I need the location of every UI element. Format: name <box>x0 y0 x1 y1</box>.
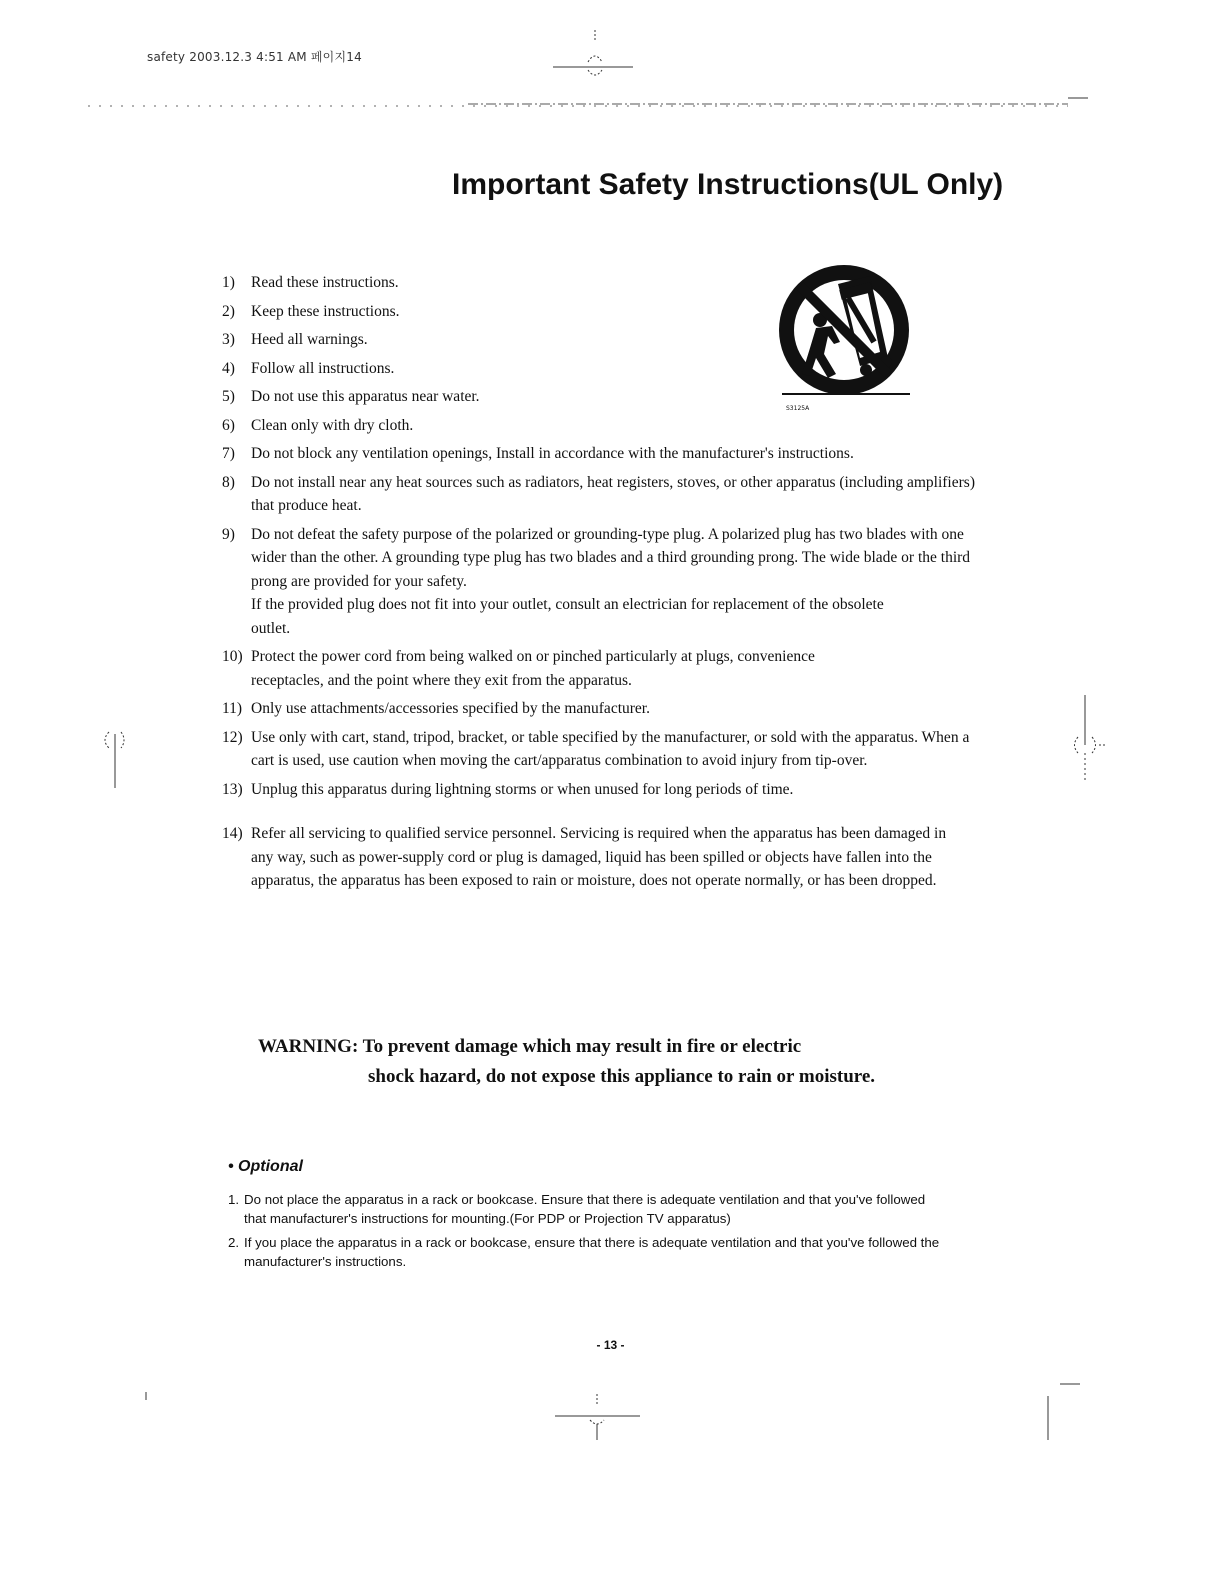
warning-line-2: shock hazard, do not expose this appliance to rain or moisture. <box>368 1066 876 1087</box>
list-item: 10) Protect the power cord from being walked on or pinched particularly at plugs, convenience receptacles, and the point where they exit from the apparatus. <box>222 648 815 689</box>
list-item: 4) Follow all instructions. <box>222 359 395 377</box>
registration-mark-left <box>95 722 135 792</box>
file-info-header: safety 2003.12.3 4:51 AM 페이지14 <box>147 50 362 64</box>
registration-mark-bottom <box>550 1388 650 1448</box>
list-item: 7) Do not block any ventilation openings, Install in accordance with the manufacturer's instructions. <box>222 445 854 462</box>
registration-mark-bottom-right <box>1040 1378 1090 1448</box>
list-item: 1. Do not place the apparatus in a rack or bookcase. Ensure that there is adequate ventilation and that you've followed that manufacturer's instructions for mounting.(For PDP or Projection TV apparatus) <box>228 1192 926 1226</box>
registration-mark-right <box>1065 695 1115 785</box>
list-item: 2) Keep these instructions. <box>222 302 400 320</box>
list-item: 14) Refer all servicing to qualified service personnel. Servicing is required when the apparatus has been damaged in any way, such as power-supply cord or plug is damaged, liquid has been spilled or objects have fallen into the apparatus, the apparatus has been exposed to rain or moisture, does not operate normally, or has been dropped. <box>222 825 947 889</box>
optional-list <box>228 1190 948 1276</box>
list-item: 9) Do not defeat the safety purpose of the polarized or grounding-type plug. A polarized plug has two blades with one wider than the other. A grounding type plug has two blades and a third grounding prong. The wide blade or the third prong are provided for your safety. If the provided plug does not fit into your outlet, consult an electrician for replacement of the obsolete outlet. <box>222 525 971 637</box>
list-item: 11) Only use attachments/accessories specified by the manufacturer. <box>222 700 650 717</box>
warning-notice <box>258 1032 978 1092</box>
svg-text:S3125A: S3125A <box>786 405 810 412</box>
optional-heading: • Optional <box>228 1158 303 1175</box>
list-item: 3) Heed all warnings. <box>222 331 368 348</box>
scan-noise-line <box>88 92 1088 112</box>
list-item: 12) Use only with cart, stand, tripod, bracket, or table specified by the manufacturer, or sold with the apparatus. When a cart is used, use caution when moving the cart/apparatus combination to avoid injury from tip-over. <box>222 728 970 769</box>
warning-line-1: WARNING: To prevent damage which may result in fire or electric <box>258 1036 802 1057</box>
safety-instructions-list <box>222 271 982 893</box>
list-item: 8) Do not install near any heat sources such as radiators, heat registers, stoves, or other apparatus (including amplifiers) that produce heat. <box>222 473 975 514</box>
registration-tick <box>140 1390 152 1404</box>
list-item: 13) Unplug this apparatus during lightning storms or when unused for long periods of time. <box>222 780 794 798</box>
list-item: 2. If you place the apparatus in a rack or bookcase, ensure that there is adequate ventilation and that you've followed the manufacturer's instructions. <box>228 1235 940 1269</box>
page-title: Important Safety Instructions(UL Only) <box>452 168 1004 201</box>
page-number: - 13 - <box>596 1338 625 1352</box>
list-item: 6) Clean only with dry cloth. <box>222 416 414 434</box>
registration-mark-top <box>548 22 638 82</box>
list-item: 1) Read these instructions. <box>222 274 399 291</box>
list-item: 5) Do not use this apparatus near water. <box>222 388 480 405</box>
